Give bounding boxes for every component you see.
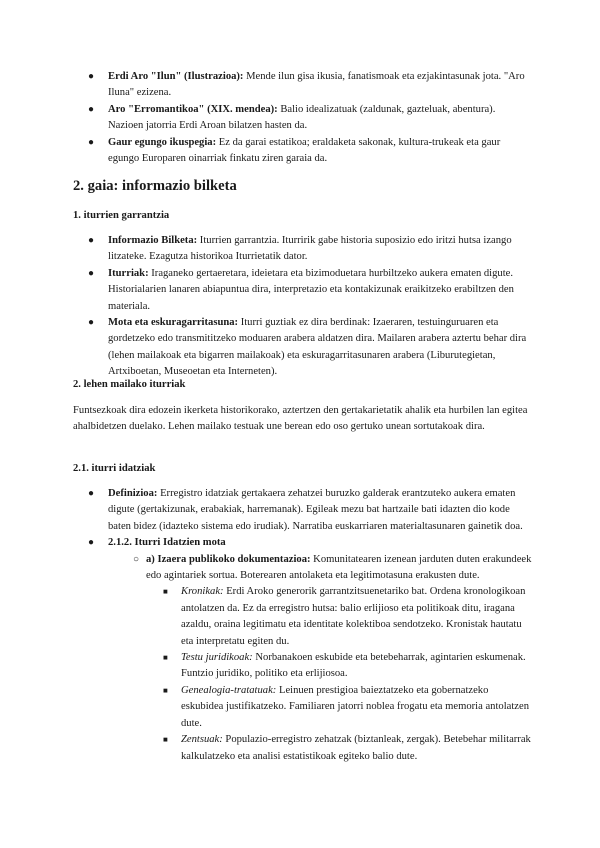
square-bullet-icon: ■ (163, 735, 168, 745)
nested-list-item (0, 584, 600, 650)
list-item (0, 535, 600, 551)
bullet-icon: ● (88, 488, 95, 499)
subsection-title: 2. lehen mailako iturriak (73, 379, 186, 390)
bullet-icon: ● (88, 317, 95, 329)
list-item-text: 2.1.2. Iturri Idatzien mota (108, 537, 226, 549)
bullet-icon: ● (88, 537, 95, 549)
bullet-icon: ● (88, 103, 95, 115)
list-item (0, 102, 600, 135)
circle-bullet-icon: ○ (133, 553, 140, 565)
list-item (0, 266, 600, 315)
section-title: 2. gaia: informazio bilketa (73, 178, 237, 194)
list-item (0, 135, 600, 168)
list-item-text: Iturriak: Iraganeko gertaeretara, ideietara eta bizimoduetara hurbiltzeko aukera ematen digute. Historialarien lanaren abiapuntua dira, interpretazio eta kontakizunak eraikitzeko erabiltzen den materiala. (108, 267, 514, 312)
list-item-text: Definizioa: Erregistro idatziak gertakaera zehatzei buruzko galderak erantzuteko aukera ematen digute (gertakizunak, erabakiak, harremanak). Egileak mezu bat hartzaile bati idazten dio kode baten bidez (idazteko sistema edo irudiak). Narratiba euskarriaren materialtasunaren gainetik doa. (108, 488, 523, 532)
list-item-text: Genealogia-tratatuak: Leinuen prestigioa baieztatzeko eta gobernatzeko eskubidea justifikatzeko. Familiaren jatorri noblea frogatu eta memoria antolatzen dute. (181, 684, 529, 729)
list-item-text: Informazio Bilketa: Iturrien garrantzia. Iturririk gabe historia suposizio edo iritzi hutsa izango litzateke. Ezagutza historikoa Iturrietatik dator. (108, 235, 512, 263)
intro-list (0, 69, 600, 167)
bullet-icon: ● (88, 235, 95, 246)
bullet-icon: ● (88, 71, 95, 82)
list-item-text: Kronikak: Erdi Aroko generorik garrantzitsuenetariko bat. Ordena kronologikoan antolatzen da. Ez da erregistro hutsa: balio erlijioso eta politikoak ditu, iragana azaldu, oraina legitimatu eta identitate kolektiboa sendotzeko. Kronistak hautatu eta interpretatu egiten du. (181, 586, 526, 647)
list-item-text: Zentsuak: Populazio-erregistro zehatzak (biztanleak, zergak). Betebehar militarrak kalkulatzeko eta analisi estatistikoak egiteko balio dute. (181, 734, 531, 762)
list-item-text: Aro "Erromantikoa" (XIX. mendea): Balio idealizatuak (zaldunak, gazteluak, abentura). Nazioen jatorria Erdi Aroan bilatzen hasten da. (108, 103, 496, 132)
subsection-title: 1. iturrien garrantzia (73, 210, 170, 221)
subsection-title: 2.1. iturri idatziak (73, 463, 156, 474)
sources-list (0, 233, 600, 381)
list-item (0, 315, 600, 381)
written-sources-list (0, 486, 600, 765)
list-item (0, 233, 600, 266)
nested-list-item (0, 650, 600, 683)
list-item-text: a) Izaera publikoko dokumentazioa: Komunitatearen izenean jarduten duten erakundeek edo agintariek sortua. Boterearen antolaketa eta legitimotasuna erakusten dute. (146, 553, 532, 582)
square-bullet-icon: ■ (163, 587, 168, 597)
nested-list-item (0, 552, 600, 585)
nested-list-item (0, 732, 600, 765)
list-item-text: Gaur egungo ikuspegia: Ez da garai estatikoa; eraldaketa sakonak, kultura-trukeak eta gaur egungo Europaren oinarriak finkatu ziren garaia da. (108, 136, 501, 165)
list-item (0, 486, 600, 535)
bullet-icon: ● (88, 136, 95, 148)
list-item-text: Erdi Aro "Ilun" (Ilustrazioa): Mende ilun gisa ikusia, fanatismoak eta ezjakintasunak jota. "Aro Iluna" ezizena. (108, 71, 525, 99)
square-bullet-icon: ■ (163, 653, 168, 663)
nested-list-item (0, 683, 600, 732)
square-bullet-icon: ■ (163, 685, 168, 695)
bullet-icon: ● (88, 267, 95, 279)
list-item (0, 69, 600, 102)
list-item-text: Mota eta eskuragarritasuna: Iturri guztiak ez dira berdinak: Izaeraren, testuinguruaren eta gordetzeko edo transmititzeko moduaren arabera aldatzen dira. Mailaren arabera aztertu behar dira (lehen mailakoak eta bigarren mailakoak) eta eskuragarritasunaren arabera (Liburutegietan, Artxiboetan, Museoetan eta Interneten). (108, 317, 527, 378)
paragraph: Funtsezkoak dira edozein ikerketa historikorako, aztertzen den gertakarietatik ahalik eta hurbilen lan egitea ahalbidetzen duelako. Lehen mailako testuak une berean edo oso gertuko unean sortutakoak dira. (73, 405, 528, 433)
list-item-text: Testu juridikoak: Norbanakoen eskubide eta betebeharrak, agintarien eskumenak. Funtzio juridiko, politiko eta erlijiosoa. (181, 652, 526, 680)
